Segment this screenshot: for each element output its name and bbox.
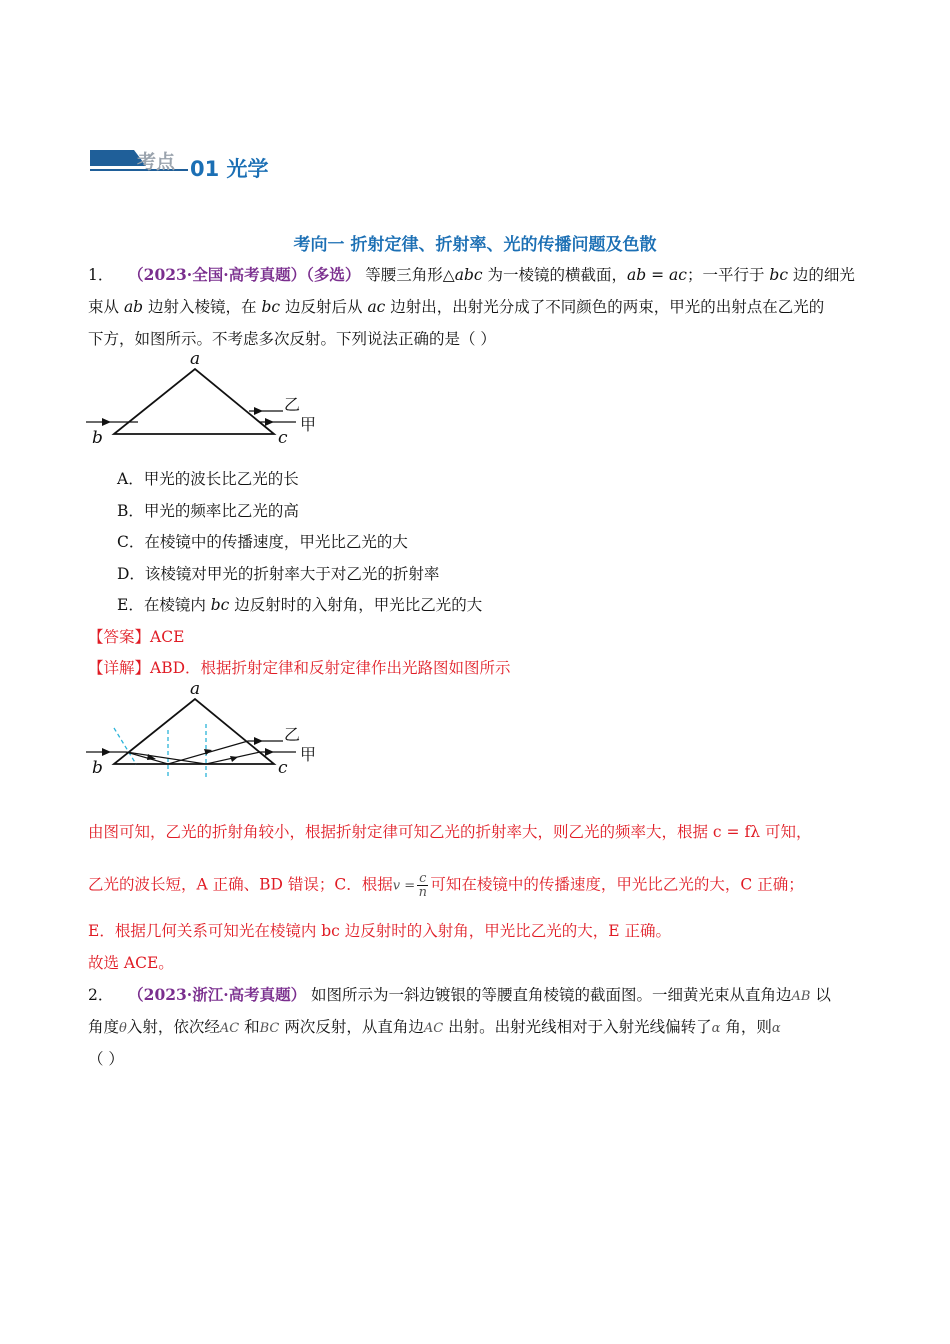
q1-option-d: D．该棱镜对甲光的折射率大于对乙光的折射率	[117, 565, 440, 583]
q1-math: ac	[669, 266, 687, 284]
q1-option-e	[117, 595, 870, 615]
q1-number: 1．	[88, 266, 114, 284]
subheading: 考向一 折射定律、折射率、光的传播问题及色散	[293, 235, 657, 255]
label-a: a	[190, 349, 201, 369]
q1-source: （2023·全国·高考真题）	[128, 265, 307, 284]
q2-math: θ	[119, 1021, 127, 1036]
label-a: a	[190, 679, 201, 699]
formula-v: v	[392, 878, 401, 894]
q1-figure-light-path	[86, 679, 326, 782]
q1-explanation-1: 由图可知，乙光的折射角较小，根据折射定律可知乙光的折射率大，则乙光的频率大，根据 c = fλ 可知，	[88, 823, 812, 841]
label-jia: 甲	[300, 745, 317, 764]
q1-expl-text: 乙光的波长短，A 正确、BD 错误；C．根据	[88, 875, 393, 894]
q1-math: abc	[454, 266, 483, 284]
q1-answer	[88, 627, 870, 647]
q1-text: 边射出，出射光分成了不同颜色的两束，甲光的出射点在乙光的	[385, 298, 825, 316]
q1-figure-prism	[86, 349, 326, 448]
q1-explanation-2	[88, 872, 870, 899]
q1-text: =	[646, 266, 670, 284]
q1-math: ab	[123, 298, 144, 316]
q1-type: （多选）	[306, 265, 361, 284]
q2-text: 入射，依次经	[126, 1018, 220, 1036]
badge-text: 考点	[137, 151, 176, 173]
q1-line-3: 下方，如图所示。不考虑多次反射。下列说法正确的是（ ）	[88, 330, 496, 348]
q1-option-b: B．甲光的频率比乙光的高	[117, 502, 299, 520]
label-b: b	[92, 758, 103, 778]
q1-text: 边射入棱镜，在	[143, 298, 262, 316]
q1-math: ab	[627, 266, 647, 284]
q1-line-2	[88, 297, 870, 317]
q2-math: BC	[259, 1021, 280, 1036]
q2-source: （2023·浙江·高考真题）	[128, 985, 307, 1004]
label-c: c	[278, 758, 288, 778]
q2-math: AC	[219, 1021, 240, 1036]
q1-option-c: C．在棱镜中的传播速度，甲光比乙光的大	[117, 533, 408, 551]
q2-text: 角，则	[720, 1018, 772, 1036]
label-yi: 乙	[284, 725, 301, 744]
q2-line-1	[88, 985, 870, 1007]
q1-math: bc	[210, 596, 230, 614]
q2-math: α	[711, 1021, 721, 1036]
q1-option-a: A．甲光的波长比乙光的长	[117, 470, 299, 488]
q1-line-1	[88, 265, 870, 285]
q2-text: 如图所示为一斜边镀银的等腰直角棱镜的截面图。一细黄光束从直角边	[311, 986, 792, 1004]
formula-eq: =	[400, 878, 416, 894]
q1-expl-text: 可知在棱镜中的传播速度，甲光比乙光的大，C 正确；	[430, 875, 804, 894]
fraction-denominator: n	[418, 885, 427, 900]
fraction-numerator: c	[419, 871, 427, 886]
q1-text: 等腰三角形△	[365, 266, 455, 284]
q2-text: 以	[810, 986, 831, 1004]
answer-value: ACE	[150, 628, 185, 646]
q2-text: 两次反射，从直角边	[279, 1018, 424, 1036]
section-title: 01 光学	[190, 157, 269, 181]
q1-explanation-3: E．根据几何关系可知光在棱镜内 bc 边反射时的入射角，甲光比乙光的大，E 正确。	[88, 922, 672, 940]
q2-text: 和	[239, 1018, 260, 1036]
q1-text: 边反射后从	[280, 298, 368, 316]
q2-math: α	[771, 1021, 781, 1036]
q2-line-3: （ ）	[88, 1050, 124, 1068]
label-jia: 甲	[300, 415, 317, 434]
answer-tag: 【答案】	[88, 628, 151, 646]
q2-line-2	[88, 1017, 870, 1039]
q1-text: ；一平行于	[686, 266, 770, 284]
q2-math: AC	[423, 1021, 444, 1036]
q1-math: bc	[261, 298, 281, 316]
q2-text: 角度	[88, 1018, 120, 1036]
q1-detail	[88, 658, 870, 678]
label-yi: 乙	[284, 395, 301, 414]
q1-text: 束从	[88, 298, 124, 316]
label-c: c	[278, 428, 288, 448]
q1-text: E．在棱镜内	[117, 596, 211, 614]
q1-text: 为一棱镜的横截面，	[482, 266, 628, 284]
formula-fraction	[417, 872, 428, 899]
q1-math: bc	[769, 266, 788, 284]
q1-text: 边反射时的入射角，甲光比乙光的大	[229, 596, 483, 614]
q1-math: ac	[367, 298, 386, 316]
q2-math: AB	[791, 989, 811, 1004]
label-b: b	[92, 428, 103, 448]
q1-text: 边的细光	[788, 266, 855, 284]
detail-tag: 【详解】	[88, 659, 151, 677]
q1-conclusion: 故选 ACE。	[88, 954, 174, 972]
q2-number: 2．	[88, 986, 114, 1004]
section-badge	[90, 146, 200, 174]
detail-intro: ABD．根据折射定律和反射定律作出光路图如图所示	[150, 659, 511, 677]
q2-text: 出射。出射光线相对于入射光线偏转了	[443, 1018, 712, 1036]
